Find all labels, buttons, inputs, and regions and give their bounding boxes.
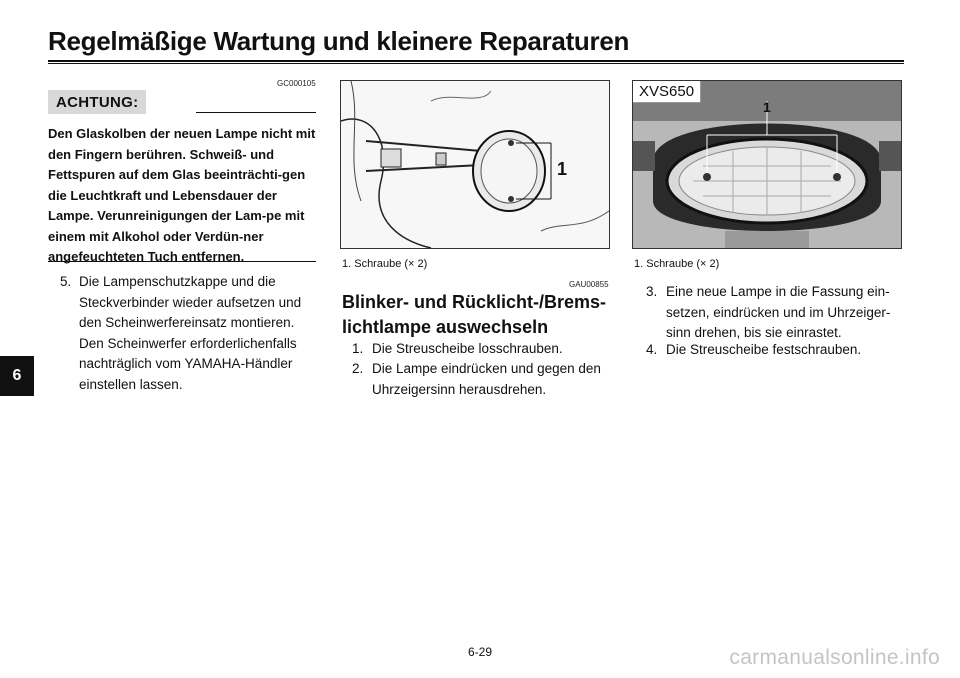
chapter-tab: 6 [0,356,34,396]
step-5-text: Die Lampenschutzkappe und die Steckverbinder wieder aufsetzen und den Scheinwerfereinsatz montieren. Den Scheinwerfer erforderlichenfalls nachträglich vom YAMAHA-Händler einstellen lassen. [79,274,302,392]
step-2-number: 2. [352,361,364,376]
caution-code: GC000105 [277,79,316,88]
figure-callout-1: 1 [557,159,568,179]
section-code: GAU00855 [569,280,609,289]
caution-label: ACHTUNG: [48,90,146,114]
caution-header [48,90,316,120]
step-1-number: 1. [352,341,364,356]
turn-signal-figure [340,80,610,249]
step-3-text: Eine neue Lampe in die Fassung ein-setzen, eindrücken und im Uhrzeiger-sinn drehen, bis sie einrastet. [666,284,891,340]
step-5-number: 5. [60,274,72,289]
watermark: carmanualsonline.info [729,646,940,669]
caution-text: Den Glaskolben der neuen Lampe nicht mit den Fingern berühren. Schweiß- und Fettspuren auf dem Glas beeinträchti-gen die Leuchtkraft und Lebensdauer der Lampe. Verunreinigungen der Lam-pe mit einem mit Alkohol oder Verdün-ner angefeuchteten Tuch entfernen. [48,126,316,264]
page-title: Regelmäßige Wartung und kleinere Reparaturen [48,26,630,56]
step-1-text: Die Streuscheibe losschrauben. [372,341,563,356]
caution-rule [196,112,316,113]
turn-signal-drawing [341,81,609,248]
figure-caption: 1. Schraube (× 2) [342,258,428,270]
caution-end-rule [48,261,316,262]
figure-caption: 1. Schraube (× 2) [634,258,720,270]
step-4-number: 4. [646,342,658,357]
section-title: Blinker- und Rücklicht-/Brems-lichtlampe auswechseln [342,292,607,337]
figure-callout-1: 1 [763,99,771,115]
tail-light-figure [632,80,902,249]
step-3-number: 3. [646,284,658,299]
step-4-text: Die Streuscheibe festschrauben. [666,342,862,357]
step-2-text: Die Lampe eindrücken und gegen den Uhrzeigersinn herausdrehen. [372,361,601,397]
title-rule [48,60,904,64]
model-tag: XVS650 [633,81,701,103]
page-number: 6-29 [467,645,493,659]
